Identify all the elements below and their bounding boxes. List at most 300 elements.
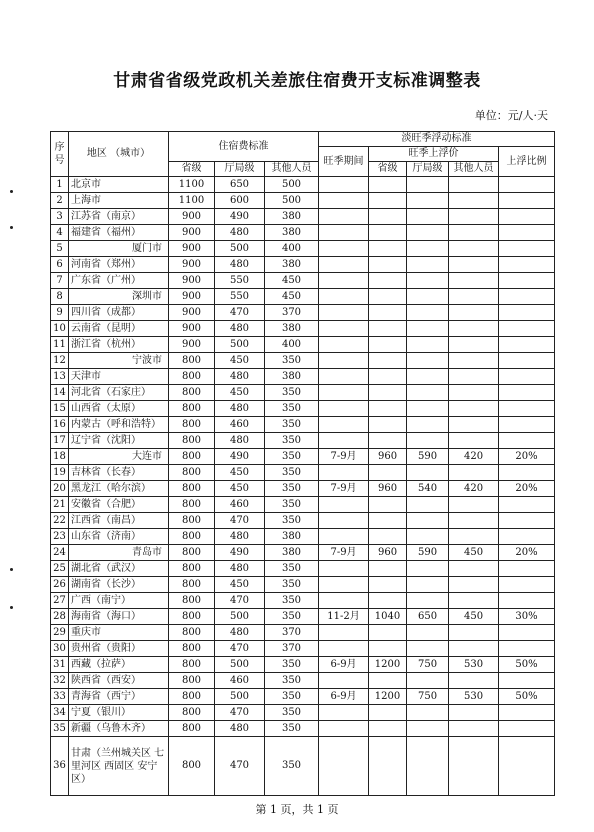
row-bureau: 550 xyxy=(215,289,265,305)
row-peak-period xyxy=(319,321,369,337)
row-peak-provincial xyxy=(369,513,407,529)
row-peak-provincial xyxy=(369,225,407,241)
row-peak-bureau: 650 xyxy=(407,609,449,625)
row-provincial: 900 xyxy=(169,257,215,273)
table-row xyxy=(51,641,555,657)
table-row xyxy=(51,609,555,625)
row-seq: 2 xyxy=(51,193,69,209)
row-peak-bureau xyxy=(407,257,449,273)
row-peak-provincial xyxy=(369,641,407,657)
row-seq: 10 xyxy=(51,321,69,337)
table-row xyxy=(51,673,555,689)
row-peak-provincial xyxy=(369,305,407,321)
row-region: 四川省（成都） xyxy=(69,305,169,321)
table-row xyxy=(51,353,555,369)
margin-mark xyxy=(10,190,13,193)
row-region: 青岛市 xyxy=(69,545,169,561)
row-others: 380 xyxy=(265,529,319,545)
row-seq: 32 xyxy=(51,673,69,689)
row-peak-bureau xyxy=(407,369,449,385)
row-peak-provincial: 960 xyxy=(369,545,407,561)
row-seq: 21 xyxy=(51,497,69,513)
row-provincial: 800 xyxy=(169,497,215,513)
row-seq: 23 xyxy=(51,529,69,545)
row-peak-bureau xyxy=(407,273,449,289)
row-peak-others xyxy=(449,385,499,401)
row-peak-provincial xyxy=(369,673,407,689)
row-seq: 35 xyxy=(51,721,69,737)
margin-mark xyxy=(10,226,13,229)
row-rise-ratio xyxy=(499,289,555,305)
header-rise-ratio: 上浮比例 xyxy=(499,147,555,177)
row-peak-period xyxy=(319,289,369,305)
row-provincial: 800 xyxy=(169,465,215,481)
table-body xyxy=(51,177,555,796)
row-peak-provincial xyxy=(369,241,407,257)
row-peak-others xyxy=(449,737,499,796)
row-peak-bureau xyxy=(407,353,449,369)
row-rise-ratio xyxy=(499,625,555,641)
row-peak-period: 7-9月 xyxy=(319,545,369,561)
row-region: 贵州省（贵阳） xyxy=(69,641,169,657)
row-peak-period xyxy=(319,737,369,796)
row-region: 宁夏（银川） xyxy=(69,705,169,721)
row-peak-provincial: 1200 xyxy=(369,657,407,673)
row-seq: 15 xyxy=(51,401,69,417)
row-peak-period xyxy=(319,353,369,369)
row-peak-others: 530 xyxy=(449,689,499,705)
margin-mark xyxy=(10,606,13,609)
row-peak-others xyxy=(449,465,499,481)
header-peak-period: 旺季期间 xyxy=(319,147,369,177)
row-region: 辽宁省（沈阳） xyxy=(69,433,169,449)
row-rise-ratio: 30% xyxy=(499,609,555,625)
row-rise-ratio xyxy=(499,529,555,545)
row-others: 350 xyxy=(265,497,319,513)
row-rise-ratio xyxy=(499,465,555,481)
row-others: 500 xyxy=(265,193,319,209)
row-peak-period xyxy=(319,257,369,273)
row-provincial: 900 xyxy=(169,273,215,289)
row-bureau: 480 xyxy=(215,721,265,737)
table-row xyxy=(51,705,555,721)
row-rise-ratio xyxy=(499,401,555,417)
row-rise-ratio xyxy=(499,721,555,737)
row-peak-bureau xyxy=(407,209,449,225)
row-rise-ratio: 50% xyxy=(499,689,555,705)
row-region: 浙江省（杭州） xyxy=(69,337,169,353)
row-peak-provincial xyxy=(369,385,407,401)
row-peak-others xyxy=(449,641,499,657)
row-bureau: 490 xyxy=(215,545,265,561)
row-seq: 3 xyxy=(51,209,69,225)
table-row xyxy=(51,625,555,641)
row-provincial: 800 xyxy=(169,641,215,657)
unit-label: 单位：元/人·天 xyxy=(474,109,548,122)
table-row xyxy=(51,225,555,241)
row-seq: 7 xyxy=(51,273,69,289)
row-peak-others xyxy=(449,625,499,641)
row-peak-period xyxy=(319,401,369,417)
row-seq: 14 xyxy=(51,385,69,401)
table-row xyxy=(51,689,555,705)
row-peak-bureau xyxy=(407,513,449,529)
row-region: 湖南省（长沙） xyxy=(69,577,169,593)
row-peak-others xyxy=(449,417,499,433)
row-peak-period xyxy=(319,305,369,321)
row-peak-provincial xyxy=(369,257,407,273)
row-rise-ratio xyxy=(499,705,555,721)
row-others: 350 xyxy=(265,353,319,369)
row-provincial: 900 xyxy=(169,289,215,305)
row-peak-others xyxy=(449,401,499,417)
row-bureau: 470 xyxy=(215,513,265,529)
row-peak-bureau xyxy=(407,289,449,305)
row-peak-provincial xyxy=(369,465,407,481)
row-peak-bureau xyxy=(407,385,449,401)
table-row xyxy=(51,561,555,577)
row-bureau: 490 xyxy=(215,449,265,465)
row-seq: 8 xyxy=(51,289,69,305)
table-row xyxy=(51,177,555,193)
row-others: 350 xyxy=(265,481,319,497)
row-peak-others xyxy=(449,513,499,529)
row-rise-ratio: 20% xyxy=(499,481,555,497)
row-others: 350 xyxy=(265,577,319,593)
row-rise-ratio: 50% xyxy=(499,657,555,673)
row-rise-ratio xyxy=(499,177,555,193)
row-peak-provincial xyxy=(369,369,407,385)
row-peak-provincial xyxy=(369,273,407,289)
row-rise-ratio xyxy=(499,321,555,337)
row-rise-ratio xyxy=(499,593,555,609)
table-row xyxy=(51,449,555,465)
row-peak-others: 450 xyxy=(449,609,499,625)
row-others: 350 xyxy=(265,449,319,465)
row-peak-period: 6-9月 xyxy=(319,689,369,705)
row-peak-bureau xyxy=(407,177,449,193)
row-peak-period xyxy=(319,577,369,593)
row-peak-bureau xyxy=(407,241,449,257)
row-rise-ratio xyxy=(499,257,555,273)
row-bureau: 480 xyxy=(215,529,265,545)
row-provincial: 800 xyxy=(169,369,215,385)
row-seq: 11 xyxy=(51,337,69,353)
row-peak-provincial: 1200 xyxy=(369,689,407,705)
row-peak-provincial xyxy=(369,577,407,593)
row-peak-bureau xyxy=(407,417,449,433)
row-rise-ratio xyxy=(499,273,555,289)
row-peak-bureau xyxy=(407,433,449,449)
row-seq: 25 xyxy=(51,561,69,577)
row-rise-ratio xyxy=(499,241,555,257)
row-bureau: 480 xyxy=(215,561,265,577)
row-seq: 31 xyxy=(51,657,69,673)
row-peak-others xyxy=(449,673,499,689)
row-bureau: 500 xyxy=(215,657,265,673)
row-seq: 5 xyxy=(51,241,69,257)
row-peak-provincial xyxy=(369,321,407,337)
row-peak-others xyxy=(449,529,499,545)
table-row xyxy=(51,513,555,529)
row-others: 350 xyxy=(265,609,319,625)
row-region: 江西省（南昌） xyxy=(69,513,169,529)
row-peak-bureau xyxy=(407,337,449,353)
row-region: 江苏省（南京） xyxy=(69,209,169,225)
table-row xyxy=(51,577,555,593)
row-rise-ratio xyxy=(499,497,555,513)
row-seq: 34 xyxy=(51,705,69,721)
row-provincial: 800 xyxy=(169,561,215,577)
row-provincial: 800 xyxy=(169,385,215,401)
row-region: 吉林省（长春） xyxy=(69,465,169,481)
margin-mark xyxy=(10,568,13,571)
row-region: 广东省（广州） xyxy=(69,273,169,289)
row-others: 350 xyxy=(265,513,319,529)
page-footer: 第 1 页，共 1 页 xyxy=(255,803,339,816)
row-peak-provincial xyxy=(369,193,407,209)
row-seq: 9 xyxy=(51,305,69,321)
row-region: 新疆（乌鲁木齐） xyxy=(69,721,169,737)
row-seq: 26 xyxy=(51,577,69,593)
row-seq: 22 xyxy=(51,513,69,529)
table-row xyxy=(51,481,555,497)
row-bureau: 650 xyxy=(215,177,265,193)
row-provincial: 1100 xyxy=(169,177,215,193)
row-peak-bureau: 540 xyxy=(407,481,449,497)
row-peak-bureau xyxy=(407,577,449,593)
row-peak-others xyxy=(449,593,499,609)
row-peak-period xyxy=(319,209,369,225)
row-bureau: 450 xyxy=(215,353,265,369)
row-provincial: 900 xyxy=(169,225,215,241)
row-peak-period xyxy=(319,225,369,241)
row-bureau: 460 xyxy=(215,497,265,513)
row-bureau: 470 xyxy=(215,593,265,609)
table-row xyxy=(51,721,555,737)
row-peak-period xyxy=(319,433,369,449)
row-peak-others: 420 xyxy=(449,449,499,465)
header-lodging-standard: 住宿费标准 xyxy=(169,132,319,162)
row-seq: 28 xyxy=(51,609,69,625)
row-bureau: 460 xyxy=(215,417,265,433)
row-peak-others xyxy=(449,433,499,449)
row-others: 450 xyxy=(265,289,319,305)
row-provincial: 900 xyxy=(169,337,215,353)
row-peak-bureau: 590 xyxy=(407,545,449,561)
header-peak-price: 旺季上浮价 xyxy=(369,147,499,162)
row-others: 380 xyxy=(265,209,319,225)
row-peak-others xyxy=(449,193,499,209)
row-seq: 29 xyxy=(51,625,69,641)
row-peak-bureau xyxy=(407,497,449,513)
row-seq: 19 xyxy=(51,465,69,481)
row-rise-ratio xyxy=(499,193,555,209)
row-peak-period xyxy=(319,625,369,641)
row-provincial: 800 xyxy=(169,529,215,545)
row-peak-others xyxy=(449,337,499,353)
header-season-standard: 淡旺季浮动标准 xyxy=(319,132,555,147)
row-seq: 12 xyxy=(51,353,69,369)
row-peak-bureau xyxy=(407,529,449,545)
row-peak-others xyxy=(449,257,499,273)
row-peak-period xyxy=(319,369,369,385)
row-peak-others xyxy=(449,273,499,289)
row-rise-ratio xyxy=(499,561,555,577)
row-peak-provincial xyxy=(369,705,407,721)
row-rise-ratio xyxy=(499,513,555,529)
row-peak-others xyxy=(449,369,499,385)
row-peak-period xyxy=(319,641,369,657)
header-peak-bureau: 厅局级 xyxy=(407,162,449,177)
row-region: 内蒙古（呼和浩特） xyxy=(69,417,169,433)
row-provincial: 800 xyxy=(169,433,215,449)
row-peak-bureau xyxy=(407,465,449,481)
table-row xyxy=(51,657,555,673)
row-region: 深圳市 xyxy=(69,289,169,305)
row-provincial: 800 xyxy=(169,673,215,689)
row-peak-period xyxy=(319,593,369,609)
row-peak-provincial xyxy=(369,737,407,796)
row-peak-others xyxy=(449,321,499,337)
row-peak-period xyxy=(319,273,369,289)
row-others: 370 xyxy=(265,625,319,641)
row-bureau: 550 xyxy=(215,273,265,289)
row-peak-period xyxy=(319,721,369,737)
row-bureau: 450 xyxy=(215,385,265,401)
row-region: 福建省（福州） xyxy=(69,225,169,241)
row-peak-provincial xyxy=(369,625,407,641)
row-peak-others: 450 xyxy=(449,545,499,561)
row-region: 海南省（海口） xyxy=(69,609,169,625)
row-seq: 4 xyxy=(51,225,69,241)
row-peak-provincial xyxy=(369,417,407,433)
row-others: 500 xyxy=(265,177,319,193)
row-provincial: 800 xyxy=(169,593,215,609)
row-peak-bureau xyxy=(407,593,449,609)
row-others: 350 xyxy=(265,689,319,705)
row-provincial: 800 xyxy=(169,721,215,737)
header-peak-others: 其他人员 xyxy=(449,162,499,177)
row-peak-others xyxy=(449,289,499,305)
row-bureau: 480 xyxy=(215,625,265,641)
row-rise-ratio xyxy=(499,305,555,321)
header-bureau: 厅局级 xyxy=(215,162,265,177)
row-peak-others xyxy=(449,241,499,257)
row-bureau: 480 xyxy=(215,225,265,241)
row-region: 云南省（昆明） xyxy=(69,321,169,337)
row-bureau: 480 xyxy=(215,369,265,385)
row-peak-period xyxy=(319,513,369,529)
row-region: 广西（南宁） xyxy=(69,593,169,609)
table-row xyxy=(51,209,555,225)
row-region: 宁波市 xyxy=(69,353,169,369)
row-region: 大连市 xyxy=(69,449,169,465)
header-region: 地区 （城市） xyxy=(69,132,169,177)
row-provincial: 900 xyxy=(169,209,215,225)
table-row xyxy=(51,241,555,257)
row-region: 上海市 xyxy=(69,193,169,209)
row-others: 380 xyxy=(265,369,319,385)
row-peak-bureau: 590 xyxy=(407,449,449,465)
table-row xyxy=(51,193,555,209)
row-bureau: 480 xyxy=(215,257,265,273)
lodging-standard-table xyxy=(50,131,555,796)
document-title: 甘肃省省级党政机关差旅住宿费开支标准调整表 xyxy=(113,71,481,91)
row-peak-others xyxy=(449,561,499,577)
row-peak-bureau xyxy=(407,625,449,641)
row-bureau: 500 xyxy=(215,609,265,625)
row-peak-others xyxy=(449,577,499,593)
row-provincial: 1100 xyxy=(169,193,215,209)
table-row xyxy=(51,465,555,481)
row-rise-ratio xyxy=(499,433,555,449)
row-peak-period xyxy=(319,337,369,353)
row-provincial: 800 xyxy=(169,705,215,721)
row-peak-provincial xyxy=(369,353,407,369)
row-others: 370 xyxy=(265,641,319,657)
row-peak-period xyxy=(319,417,369,433)
row-region: 青海省（西宁） xyxy=(69,689,169,705)
row-bureau: 500 xyxy=(215,241,265,257)
row-region: 天津市 xyxy=(69,369,169,385)
row-bureau: 500 xyxy=(215,337,265,353)
row-seq: 13 xyxy=(51,369,69,385)
table-row xyxy=(51,273,555,289)
table-row xyxy=(51,529,555,545)
row-others: 350 xyxy=(265,385,319,401)
row-others: 350 xyxy=(265,657,319,673)
row-others: 350 xyxy=(265,721,319,737)
table-row xyxy=(51,737,555,796)
row-rise-ratio xyxy=(499,337,555,353)
row-region: 湖北省（武汉） xyxy=(69,561,169,577)
row-peak-others xyxy=(449,721,499,737)
row-peak-bureau xyxy=(407,721,449,737)
row-region: 山东省（济南） xyxy=(69,529,169,545)
row-peak-bureau xyxy=(407,305,449,321)
row-peak-bureau xyxy=(407,673,449,689)
table-row xyxy=(51,401,555,417)
row-seq: 36 xyxy=(51,737,69,796)
row-bureau: 450 xyxy=(215,465,265,481)
row-seq: 1 xyxy=(51,177,69,193)
row-provincial: 800 xyxy=(169,577,215,593)
row-others: 350 xyxy=(265,593,319,609)
table-row xyxy=(51,385,555,401)
row-region: 河南省（郑州） xyxy=(69,257,169,273)
row-provincial: 800 xyxy=(169,689,215,705)
row-region: 山西省（太原） xyxy=(69,401,169,417)
row-peak-period: 7-9月 xyxy=(319,449,369,465)
header-others: 其他人员 xyxy=(265,162,319,177)
table-row xyxy=(51,337,555,353)
row-bureau: 470 xyxy=(215,641,265,657)
row-seq: 18 xyxy=(51,449,69,465)
row-peak-others xyxy=(449,497,499,513)
row-seq: 6 xyxy=(51,257,69,273)
row-peak-period xyxy=(319,497,369,513)
row-others: 350 xyxy=(265,401,319,417)
row-region: 重庆市 xyxy=(69,625,169,641)
row-peak-bureau xyxy=(407,321,449,337)
table-row xyxy=(51,321,555,337)
row-others: 400 xyxy=(265,337,319,353)
row-others: 350 xyxy=(265,673,319,689)
row-peak-period xyxy=(319,529,369,545)
row-rise-ratio xyxy=(499,385,555,401)
row-provincial: 800 xyxy=(169,417,215,433)
